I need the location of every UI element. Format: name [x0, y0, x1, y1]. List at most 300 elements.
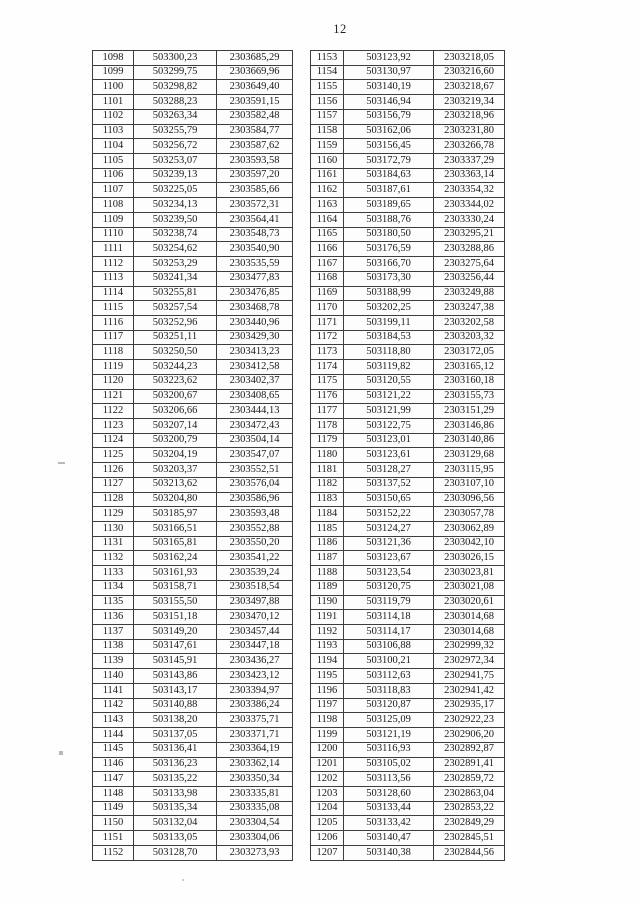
table-row [93, 786, 293, 801]
coordinate-x-cell: 503166,70 [344, 257, 434, 272]
coordinate-y-cell: 2303354,32 [434, 183, 505, 198]
table-row [311, 522, 505, 537]
table-row [311, 95, 505, 110]
coordinate-y-cell: 2303014,68 [434, 610, 505, 625]
coordinate-y-cell: 2303023,81 [434, 566, 505, 581]
table-row [311, 477, 505, 492]
coordinate-x-cell: 503165,81 [134, 536, 217, 551]
point-index-cell: 1150 [93, 816, 134, 831]
point-index-cell: 1158 [311, 124, 344, 139]
coordinate-x-cell: 503121,22 [344, 389, 434, 404]
coordinate-y-cell: 2303146,86 [434, 418, 505, 433]
point-index-cell: 1154 [311, 65, 344, 80]
point-index-cell: 1162 [311, 183, 344, 198]
table-row [311, 772, 505, 787]
coordinate-x-cell: 503156,45 [344, 139, 434, 154]
coordinate-x-cell: 503132,04 [134, 816, 217, 831]
coordinate-y-cell: 2302863,04 [434, 786, 505, 801]
coordinate-y-cell: 2303218,96 [434, 109, 505, 124]
table-row [93, 566, 293, 581]
coordinate-x-cell: 503135,22 [134, 772, 217, 787]
coordinate-y-cell: 2303304,54 [217, 816, 293, 831]
point-index-cell: 1190 [311, 595, 344, 610]
point-index-cell: 1102 [93, 109, 134, 124]
coordinate-x-cell: 503298,82 [134, 80, 217, 95]
point-index-cell: 1103 [93, 124, 134, 139]
coordinate-x-cell: 503128,70 [134, 845, 217, 860]
coordinate-x-cell: 503244,23 [134, 360, 217, 375]
coordinate-y-cell: 2303371,71 [217, 728, 293, 743]
table-row [311, 80, 505, 95]
point-index-cell: 1129 [93, 507, 134, 522]
coordinate-y-cell: 2303155,73 [434, 389, 505, 404]
point-index-cell: 1196 [311, 683, 344, 698]
coordinate-x-cell: 503172,79 [344, 154, 434, 169]
coordinate-x-cell: 503255,81 [134, 286, 217, 301]
point-index-cell: 1194 [311, 654, 344, 669]
coordinate-y-cell: 2303231,80 [434, 124, 505, 139]
coordinate-x-cell: 503255,79 [134, 124, 217, 139]
point-index-cell: 1161 [311, 168, 344, 183]
point-index-cell: 1193 [311, 639, 344, 654]
table-row [311, 286, 505, 301]
point-index-cell: 1195 [311, 669, 344, 684]
coordinate-y-cell: 2303304,06 [217, 831, 293, 846]
coordinate-x-cell: 503133,05 [134, 831, 217, 846]
coordinate-x-cell: 503133,44 [344, 801, 434, 816]
coordinate-x-cell: 503145,91 [134, 654, 217, 669]
coordinate-x-cell: 503140,38 [344, 845, 434, 860]
table-row [93, 639, 293, 654]
coordinate-y-cell: 2303470,12 [217, 610, 293, 625]
point-index-cell: 1131 [93, 536, 134, 551]
point-index-cell: 1181 [311, 463, 344, 478]
coordinate-y-cell: 2303218,05 [434, 51, 505, 66]
table-row [93, 625, 293, 640]
table-row [93, 433, 293, 448]
point-index-cell: 1157 [311, 109, 344, 124]
coordinate-y-cell: 2303564,41 [217, 212, 293, 227]
coordinate-x-cell: 503199,11 [344, 315, 434, 330]
coordinate-x-cell: 503140,47 [344, 831, 434, 846]
point-index-cell: 1173 [311, 345, 344, 360]
point-index-cell: 1171 [311, 315, 344, 330]
table-row [93, 360, 293, 375]
point-index-cell: 1110 [93, 227, 134, 242]
point-index-cell: 1167 [311, 257, 344, 272]
table-row [93, 801, 293, 816]
coordinate-y-cell: 2303593,58 [217, 154, 293, 169]
coordinate-y-cell: 2303429,30 [217, 330, 293, 345]
coordinate-x-cell: 503225,05 [134, 183, 217, 198]
coordinate-x-cell: 503113,56 [344, 772, 434, 787]
point-index-cell: 1156 [311, 95, 344, 110]
table-row [311, 831, 505, 846]
coordinate-x-cell: 503239,50 [134, 212, 217, 227]
coordinate-x-cell: 503123,61 [344, 448, 434, 463]
coordinate-x-cell: 503137,52 [344, 477, 434, 492]
coordinate-y-cell: 2303476,85 [217, 286, 293, 301]
coordinate-y-cell: 2303408,65 [217, 389, 293, 404]
coordinate-y-cell: 2303413,23 [217, 345, 293, 360]
point-index-cell: 1116 [93, 315, 134, 330]
coordinate-x-cell: 503112,63 [344, 669, 434, 684]
point-index-cell: 1134 [93, 580, 134, 595]
table-row [93, 389, 293, 404]
table-row [93, 330, 293, 345]
coordinate-x-cell: 503162,24 [134, 551, 217, 566]
coordinate-x-cell: 503120,55 [344, 374, 434, 389]
point-index-cell: 1117 [93, 330, 134, 345]
point-index-cell: 1120 [93, 374, 134, 389]
point-index-cell: 1188 [311, 566, 344, 581]
coordinate-x-cell: 503125,09 [344, 713, 434, 728]
coordinate-x-cell: 503251,11 [134, 330, 217, 345]
coordinate-y-cell: 2303540,90 [217, 242, 293, 257]
coordinate-x-cell: 503204,80 [134, 492, 217, 507]
table-row [311, 374, 505, 389]
table-row [311, 212, 505, 227]
table-row [311, 845, 505, 860]
point-index-cell: 1160 [311, 154, 344, 169]
point-index-cell: 1138 [93, 639, 134, 654]
table-row [93, 757, 293, 772]
table-row [93, 845, 293, 860]
table-row [311, 271, 505, 286]
point-index-cell: 1172 [311, 330, 344, 345]
table-row [311, 448, 505, 463]
point-index-cell: 1164 [311, 212, 344, 227]
coordinate-y-cell: 2303350,34 [217, 772, 293, 787]
point-index-cell: 1122 [93, 404, 134, 419]
coordinate-x-cell: 503120,75 [344, 580, 434, 595]
point-index-cell: 1104 [93, 139, 134, 154]
coordinate-x-cell: 503146,94 [344, 95, 434, 110]
coordinate-x-cell: 503299,75 [134, 65, 217, 80]
table-row [93, 448, 293, 463]
coordinate-x-cell: 503100,21 [344, 654, 434, 669]
coordinate-y-cell: 2303552,51 [217, 463, 293, 478]
coordinate-x-cell: 503123,54 [344, 566, 434, 581]
table-row [311, 713, 505, 728]
table-row [93, 772, 293, 787]
coordinate-y-cell: 2303249,88 [434, 286, 505, 301]
coordinate-y-cell: 2303597,20 [217, 168, 293, 183]
table-row [311, 728, 505, 743]
coordinate-y-cell: 2303021,08 [434, 580, 505, 595]
point-index-cell: 1119 [93, 360, 134, 375]
scan-artifact [182, 879, 184, 881]
point-index-cell: 1203 [311, 786, 344, 801]
table-row [93, 124, 293, 139]
coordinate-x-cell: 503152,22 [344, 507, 434, 522]
table-row [93, 168, 293, 183]
point-index-cell: 1107 [93, 183, 134, 198]
point-index-cell: 1182 [311, 477, 344, 492]
coordinate-y-cell: 2303203,32 [434, 330, 505, 345]
coordinate-y-cell: 2303375,71 [217, 713, 293, 728]
point-index-cell: 1165 [311, 227, 344, 242]
coordinate-x-cell: 503252,96 [134, 315, 217, 330]
table-row [93, 404, 293, 419]
coordinate-y-cell: 2303057,78 [434, 507, 505, 522]
point-index-cell: 1121 [93, 389, 134, 404]
coordinate-y-cell: 2303363,14 [434, 168, 505, 183]
coordinate-y-cell: 2303477,83 [217, 271, 293, 286]
coordinate-x-cell: 503128,60 [344, 786, 434, 801]
table-row [311, 507, 505, 522]
coordinate-y-cell: 2303115,95 [434, 463, 505, 478]
table-row [93, 683, 293, 698]
coordinate-y-cell: 2303423,12 [217, 669, 293, 684]
table-row [311, 639, 505, 654]
point-index-cell: 1205 [311, 816, 344, 831]
coordinate-y-cell: 2303247,38 [434, 301, 505, 316]
point-index-cell: 1108 [93, 198, 134, 213]
point-index-cell: 1135 [93, 595, 134, 610]
point-index-cell: 1101 [93, 95, 134, 110]
coordinate-x-cell: 503140,19 [344, 80, 434, 95]
point-index-cell: 1146 [93, 757, 134, 772]
coordinate-y-cell: 2303295,21 [434, 227, 505, 242]
coordinate-x-cell: 503184,63 [344, 168, 434, 183]
coordinate-y-cell: 2303364,19 [217, 742, 293, 757]
table-row [311, 816, 505, 831]
coordinate-y-cell: 2303335,81 [217, 786, 293, 801]
coordinate-y-cell: 2303550,20 [217, 536, 293, 551]
coordinate-x-cell: 503288,23 [134, 95, 217, 110]
point-index-cell: 1137 [93, 625, 134, 640]
coordinate-x-cell: 503114,18 [344, 610, 434, 625]
coordinate-y-cell: 2303288,86 [434, 242, 505, 257]
coordinate-x-cell: 503189,65 [344, 198, 434, 213]
coordinate-x-cell: 503207,14 [134, 418, 217, 433]
point-index-cell: 1123 [93, 418, 134, 433]
coordinate-y-cell: 2302935,17 [434, 698, 505, 713]
table-row [93, 492, 293, 507]
table-row [93, 374, 293, 389]
table-row [311, 330, 505, 345]
point-index-cell: 1185 [311, 522, 344, 537]
coordinate-y-cell: 2303256,44 [434, 271, 505, 286]
table-row [311, 51, 505, 66]
point-index-cell: 1202 [311, 772, 344, 787]
coordinate-x-cell: 503143,17 [134, 683, 217, 698]
coordinate-x-cell: 503121,19 [344, 728, 434, 743]
table-row [93, 242, 293, 257]
point-index-cell: 1105 [93, 154, 134, 169]
coordinate-x-cell: 503151,18 [134, 610, 217, 625]
coordinate-x-cell: 503188,99 [344, 286, 434, 301]
coordinate-y-cell: 2303572,31 [217, 198, 293, 213]
point-index-cell: 1179 [311, 433, 344, 448]
point-index-cell: 1200 [311, 742, 344, 757]
coordinate-y-cell: 2303584,77 [217, 124, 293, 139]
table-row [93, 139, 293, 154]
coordinate-x-cell: 503133,98 [134, 786, 217, 801]
coordinate-x-cell: 503223,62 [134, 374, 217, 389]
table-row [311, 742, 505, 757]
table-row [311, 610, 505, 625]
coordinate-x-cell: 503120,87 [344, 698, 434, 713]
point-index-cell: 1198 [311, 713, 344, 728]
coordinate-y-cell: 2303472,43 [217, 418, 293, 433]
point-index-cell: 1113 [93, 271, 134, 286]
coordinate-y-cell: 2303172,05 [434, 345, 505, 360]
coordinate-y-cell: 2303096,56 [434, 492, 505, 507]
coordinate-x-cell: 503185,97 [134, 507, 217, 522]
table-row [93, 669, 293, 684]
table-row [93, 742, 293, 757]
coordinate-y-cell: 2303518,54 [217, 580, 293, 595]
coordinate-y-cell: 2303273,93 [217, 845, 293, 860]
table-row [93, 698, 293, 713]
table-row [311, 492, 505, 507]
coordinate-x-cell: 503256,72 [134, 139, 217, 154]
coordinate-y-cell: 2303535,59 [217, 257, 293, 272]
point-index-cell: 1136 [93, 610, 134, 625]
coordinate-x-cell: 503118,80 [344, 345, 434, 360]
table-row [311, 389, 505, 404]
coordinate-y-cell: 2303062,89 [434, 522, 505, 537]
coordinate-y-cell: 2302844,56 [434, 845, 505, 860]
coordinate-y-cell: 2303497,88 [217, 595, 293, 610]
table-row [311, 315, 505, 330]
coordinate-x-cell: 503184,53 [344, 330, 434, 345]
coordinate-x-cell: 503234,13 [134, 198, 217, 213]
coordinate-y-cell: 2302941,42 [434, 683, 505, 698]
point-index-cell: 1142 [93, 698, 134, 713]
table-row [93, 580, 293, 595]
coordinate-x-cell: 503161,93 [134, 566, 217, 581]
coordinate-x-cell: 503241,34 [134, 271, 217, 286]
coordinate-y-cell: 2303266,78 [434, 139, 505, 154]
coordinate-y-cell: 2303202,58 [434, 315, 505, 330]
coordinate-y-cell: 2303447,18 [217, 639, 293, 654]
coordinate-y-cell: 2302922,23 [434, 713, 505, 728]
table-row [311, 698, 505, 713]
point-index-cell: 1115 [93, 301, 134, 316]
point-index-cell: 1111 [93, 242, 134, 257]
point-index-cell: 1141 [93, 683, 134, 698]
point-index-cell: 1186 [311, 536, 344, 551]
point-index-cell: 1118 [93, 345, 134, 360]
coordinate-x-cell: 503138,20 [134, 713, 217, 728]
coordinate-x-cell: 503116,93 [344, 742, 434, 757]
coordinate-y-cell: 2303151,29 [434, 404, 505, 419]
coordinate-y-cell: 2303160,18 [434, 374, 505, 389]
point-index-cell: 1163 [311, 198, 344, 213]
table-row [93, 301, 293, 316]
point-index-cell: 1133 [93, 566, 134, 581]
coordinate-y-cell: 2303504,14 [217, 433, 293, 448]
table-row [311, 404, 505, 419]
table-row [93, 477, 293, 492]
coordinate-x-cell: 503135,34 [134, 801, 217, 816]
coordinate-y-cell: 2303547,07 [217, 448, 293, 463]
coordinate-x-cell: 503158,71 [134, 580, 217, 595]
coordinate-y-cell: 2303165,12 [434, 360, 505, 375]
coordinate-table-right [310, 50, 505, 861]
coordinate-x-cell: 503136,41 [134, 742, 217, 757]
coordinate-y-cell: 2302891,41 [434, 757, 505, 772]
point-index-cell: 1151 [93, 831, 134, 846]
table-row [311, 360, 505, 375]
point-index-cell: 1177 [311, 404, 344, 419]
point-index-cell: 1145 [93, 742, 134, 757]
coordinate-y-cell: 2303330,24 [434, 212, 505, 227]
point-index-cell: 1169 [311, 286, 344, 301]
point-index-cell: 1106 [93, 168, 134, 183]
coordinate-x-cell: 503119,79 [344, 595, 434, 610]
table-row [311, 418, 505, 433]
point-index-cell: 1109 [93, 212, 134, 227]
coordinate-x-cell: 503130,97 [344, 65, 434, 80]
coordinate-x-cell: 503213,62 [134, 477, 217, 492]
point-index-cell: 1125 [93, 448, 134, 463]
coordinate-x-cell: 503149,20 [134, 625, 217, 640]
table-row [93, 80, 293, 95]
point-index-cell: 1199 [311, 728, 344, 743]
coordinate-y-cell: 2303591,15 [217, 95, 293, 110]
coordinate-y-cell: 2303457,44 [217, 625, 293, 640]
table-row [93, 536, 293, 551]
coordinate-x-cell: 503250,50 [134, 345, 217, 360]
table-row [93, 345, 293, 360]
coordinate-x-cell: 503137,05 [134, 728, 217, 743]
point-index-cell: 1147 [93, 772, 134, 787]
coordinate-y-cell: 2303129,68 [434, 448, 505, 463]
table-row [93, 212, 293, 227]
table-row [93, 198, 293, 213]
coordinate-x-cell: 503140,88 [134, 698, 217, 713]
coordinate-x-cell: 503123,67 [344, 551, 434, 566]
point-index-cell: 1128 [93, 492, 134, 507]
table-row [311, 242, 505, 257]
coordinate-x-cell: 503136,23 [134, 757, 217, 772]
coordinate-x-cell: 503105,02 [344, 757, 434, 772]
point-index-cell: 1130 [93, 522, 134, 537]
coordinate-x-cell: 503188,76 [344, 212, 434, 227]
coordinate-y-cell: 2303586,96 [217, 492, 293, 507]
point-index-cell: 1139 [93, 654, 134, 669]
coordinate-x-cell: 503121,36 [344, 536, 434, 551]
coordinate-y-cell: 2303335,08 [217, 801, 293, 816]
coordinate-y-cell: 2303394,97 [217, 683, 293, 698]
coordinate-y-cell: 2303444,13 [217, 404, 293, 419]
coordinate-x-cell: 503143,86 [134, 669, 217, 684]
coordinate-y-cell: 2303020,61 [434, 595, 505, 610]
point-index-cell: 1175 [311, 374, 344, 389]
coordinate-x-cell: 503203,37 [134, 463, 217, 478]
table-row [93, 610, 293, 625]
coordinate-y-cell: 2303582,48 [217, 109, 293, 124]
coordinate-y-cell: 2303685,29 [217, 51, 293, 66]
coordinate-x-cell: 503180,50 [344, 227, 434, 242]
table-row [93, 728, 293, 743]
table-row [311, 345, 505, 360]
coordinate-x-cell: 503263,34 [134, 109, 217, 124]
table-row [93, 65, 293, 80]
page-number: 12 [333, 22, 347, 36]
coordinate-y-cell: 2302853,22 [434, 801, 505, 816]
point-index-cell: 1155 [311, 80, 344, 95]
point-index-cell: 1112 [93, 257, 134, 272]
coordinate-x-cell: 503118,83 [344, 683, 434, 698]
table-row [93, 654, 293, 669]
table-row [93, 227, 293, 242]
table-row [93, 816, 293, 831]
